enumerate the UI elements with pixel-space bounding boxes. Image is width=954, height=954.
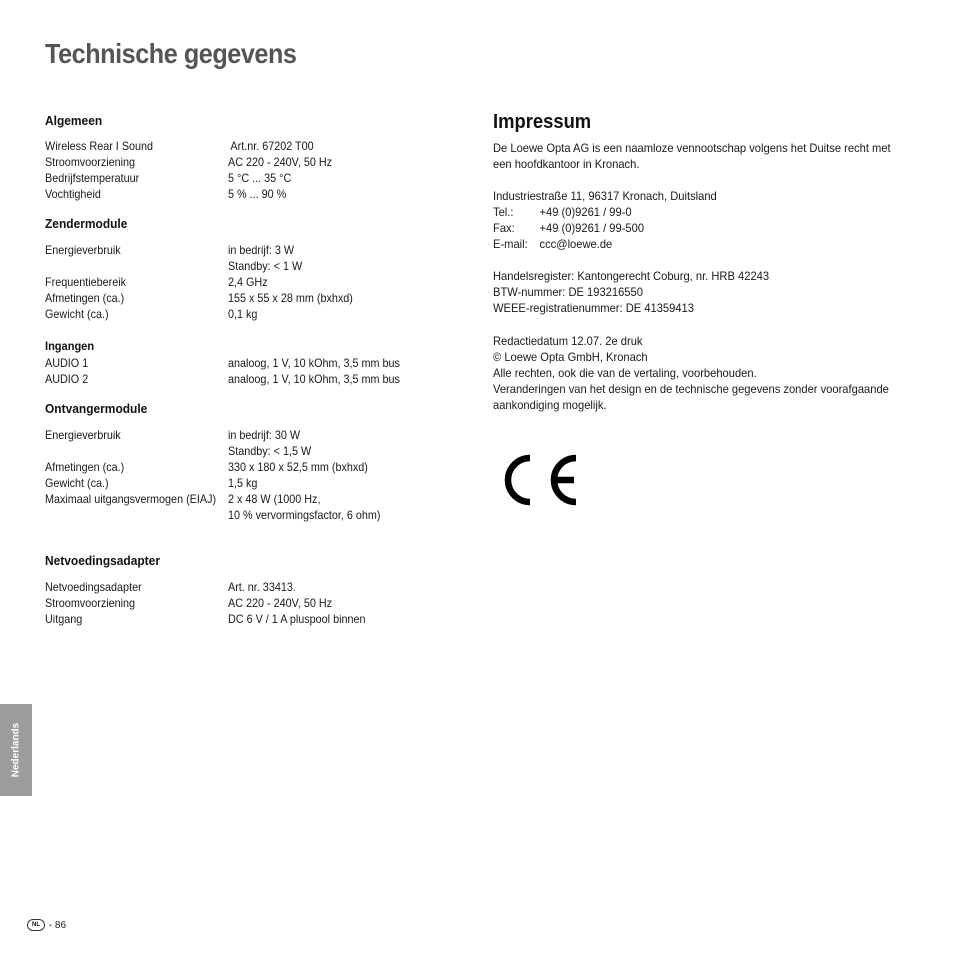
impressum-rights: Alle rechten, ook die van de vertaling, voorbehouden. bbox=[493, 366, 757, 380]
page-title: Technische gegevens bbox=[45, 38, 297, 69]
spec-row: 10 % vervormingsfactor, 6 ohm) bbox=[228, 508, 381, 522]
impressum-vat: BTW-nummer: DE 193216550 bbox=[493, 285, 643, 299]
spec-row: Gewicht (ca.) 0,1 kg bbox=[45, 307, 258, 321]
impressum-intro: De Loewe Opta AG is een naamloze vennootschap volgens het Duitse recht met bbox=[493, 141, 891, 155]
spec-row: Stroomvoorziening AC 220 - 240V, 50 Hz bbox=[45, 155, 333, 169]
section-heading-general: Algemeen bbox=[45, 113, 103, 128]
page-footer bbox=[27, 919, 66, 933]
spec-row: AUDIO 1 analoog, 1 V, 10 kOhm, 3,5 mm bus bbox=[45, 356, 400, 370]
spec-row: Uitgang DC 6 V / 1 A pluspool binnen bbox=[45, 612, 366, 626]
spec-row: Gewicht (ca.) 1,5 kg bbox=[45, 476, 258, 490]
impressum-edition: Redactiedatum 12.07. 2e druk bbox=[493, 334, 643, 348]
impressum-register: Handelsregister: Kantongerecht Coburg, nr. HRB 42243 bbox=[493, 269, 770, 283]
spec-row: Vochtigheid 5 % ... 90 % bbox=[45, 187, 287, 201]
spec-row: Afmetingen (ca.) 155 x 55 x 28 mm (bxhxd) bbox=[45, 291, 353, 305]
spec-row: Bedrijfstemperatuur 5 °C ... 35 °C bbox=[45, 171, 292, 185]
section-heading-inputs: Ingangen bbox=[45, 339, 95, 353]
language-tab bbox=[0, 704, 32, 796]
impressum-heading: Impressum bbox=[493, 111, 592, 133]
page-number: - 86 bbox=[48, 919, 67, 931]
spec-row: Wireless Rear I Sound Art.nr. 67202 T00 bbox=[45, 139, 314, 153]
spec-row: Maximaal uitgangsvermogen (EIAJ) 2 x 48 W (1000 Hz, bbox=[45, 492, 321, 506]
spec-row: AUDIO 2 analoog, 1 V, 10 kOhm, 3,5 mm bus bbox=[45, 372, 400, 386]
section-heading-transmitter: Zendermodule bbox=[45, 216, 128, 231]
section-heading-power-adapter: Netvoedingsadapter bbox=[45, 553, 160, 568]
impressum-address: Industriestraße 11, 96317 Kronach, Duitsland bbox=[493, 189, 717, 203]
impressum-weee: WEEE-registratienummer: DE 41359413 bbox=[493, 301, 694, 315]
spec-row: Energieverbruik in bedrijf: 30 W bbox=[45, 428, 301, 442]
impressum-intro: een hoofdkantoor in Kronach. bbox=[493, 157, 640, 171]
spec-row: Frequentiebereik 2,4 GHz bbox=[45, 275, 268, 289]
impressum-tel: Tel.: +49 (0)9261 / 99-0 bbox=[493, 205, 632, 219]
language-badge: NL bbox=[27, 919, 45, 931]
impressum-email: E-mail: ccc@loewe.de bbox=[493, 237, 613, 251]
spec-row: Standby: < 1,5 W bbox=[228, 444, 312, 458]
impressum-changes: Veranderingen van het design en de technische gegevens zonder voorafgaande bbox=[493, 382, 889, 396]
section-heading-receiver: Ontvangermodule bbox=[45, 401, 148, 416]
impressum-copyright: © Loewe Opta GmbH, Kronach bbox=[493, 350, 648, 364]
impressum-fax: Fax: +49 (0)9261 / 99-500 bbox=[493, 221, 645, 235]
impressum-changes: aankondiging mogelijk. bbox=[493, 398, 607, 412]
spec-row: Stroomvoorziening AC 220 - 240V, 50 Hz bbox=[45, 596, 333, 610]
ce-mark-icon bbox=[490, 452, 580, 508]
language-tab-label: Nederlands bbox=[10, 722, 22, 778]
spec-row: Netvoedingsadapter Art. nr. 33413. bbox=[45, 580, 296, 594]
spec-row: Standby: < 1 W bbox=[228, 259, 303, 273]
spec-row: Energieverbruik in bedrijf: 3 W bbox=[45, 243, 295, 257]
spec-row: Afmetingen (ca.) 330 x 180 x 52,5 mm (bxhxd) bbox=[45, 460, 368, 474]
